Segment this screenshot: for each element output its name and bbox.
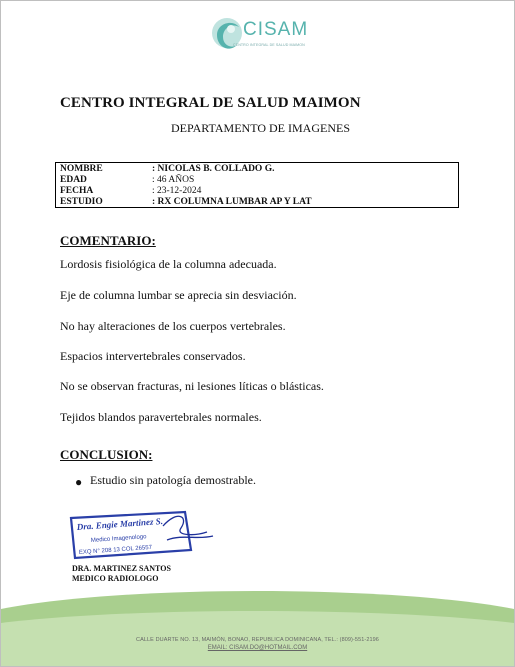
info-value: : 46 AÑOS — [152, 175, 195, 185]
doctor-stamp — [67, 506, 217, 568]
conclusion-item: Estudio sin patología demostrable. — [90, 473, 256, 487]
stamp-exequatur: EXQ N° 208 13 COL 26557 — [78, 544, 153, 556]
stamp-name: Dra. Engie Martinez S. — [76, 516, 164, 532]
info-value: : RX COLUMNA LUMBAR AP Y LAT — [152, 197, 312, 207]
info-label: FECHA — [60, 186, 94, 196]
bullet-icon: ● — [75, 475, 83, 489]
logo-tagline: CENTRO INTEGRAL DE SALUD MAIMON — [233, 43, 305, 47]
comentario-line: Eje de columna lumbar se aprecia sin desviación. — [60, 288, 297, 302]
page-title: CENTRO INTEGRAL DE SALUD MAIMON — [60, 95, 361, 111]
department-title: DEPARTAMENTO DE IMAGENES — [171, 121, 350, 135]
patient-info-box — [55, 162, 459, 208]
comentario-line: No se observan fracturas, ni lesiones líticas o blásticas. — [60, 379, 324, 393]
comentario-line: Lordosis fisiológica de la columna adecuada. — [60, 257, 277, 271]
comentario-heading: COMENTARIO: — [60, 233, 156, 248]
logo-wordmark: CISAM — [243, 19, 309, 40]
info-label: EDAD — [60, 175, 87, 185]
conclusion-heading: CONCLUSION: — [60, 447, 153, 462]
footer-wave — [1, 589, 514, 666]
signature-name: DRA. MARTINEZ SANTOS — [72, 564, 171, 573]
signature-title: MEDICO RADIOLOGO — [72, 574, 159, 583]
info-label: NOMBRE — [60, 164, 103, 174]
cisam-logo — [209, 13, 327, 59]
info-value: : 23-12-2024 — [152, 186, 202, 196]
footer-address: CALLE DUARTE NO. 13, MAIMÓN, BONAO, REPUBLICA DOMINICANA, TEL.: (809)-551-2196 — [136, 637, 379, 643]
info-label: ESTUDIO — [60, 197, 103, 207]
comentario-line: Tejidos blandos paravertebrales normales. — [60, 410, 262, 424]
comentario-line: Espacios intervertebrales conservados. — [60, 349, 246, 363]
comentario-line: No hay alteraciones de los cuerpos vertebrales. — [60, 319, 286, 333]
footer-email: EMAIL: CISAM.DO@HOTMAIL.COM — [207, 645, 308, 651]
info-value: : NICOLAS B. COLLADO G. — [152, 164, 275, 174]
stamp-role: Medico Imagenologo — [90, 534, 147, 544]
